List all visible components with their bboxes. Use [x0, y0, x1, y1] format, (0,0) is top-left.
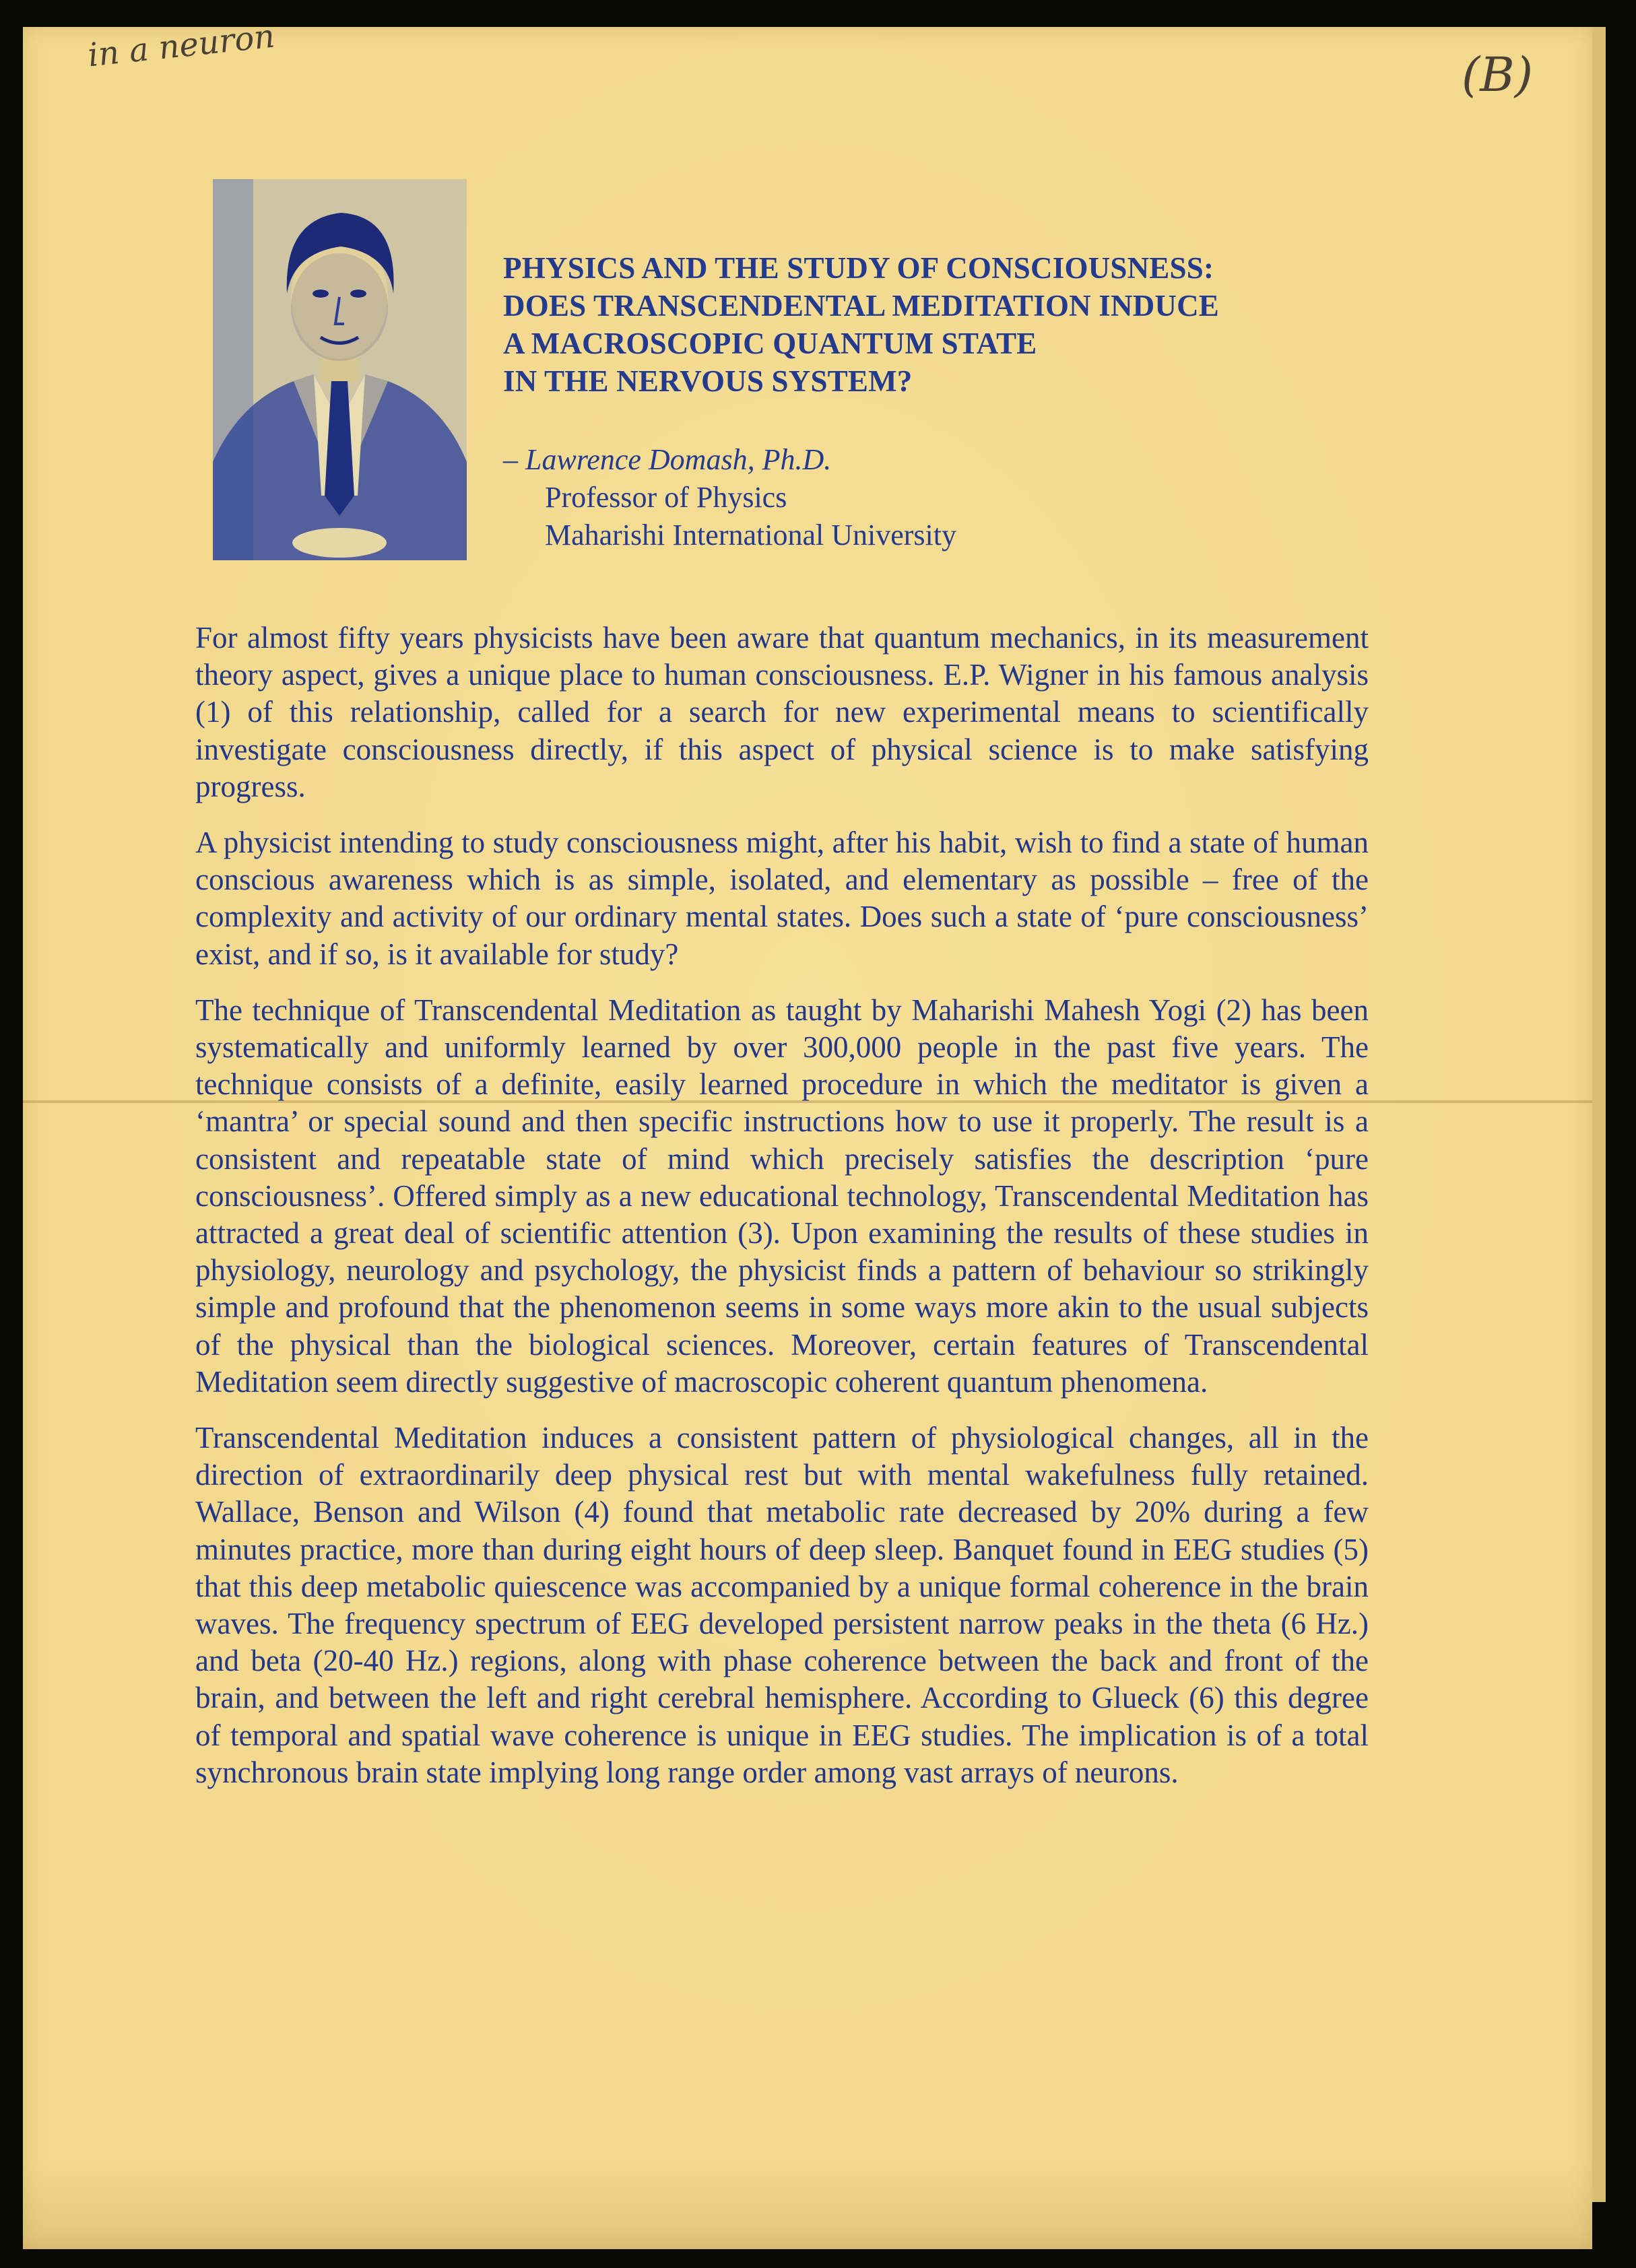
title-line: PHYSICS AND THE STUDY OF CONSCIOUSNESS:	[503, 251, 1214, 285]
body-paragraph: Transcendental Meditation induces a consistent pattern of physiological changes, all in the direction of extraordinarily deep physical rest but with mental wakefulness fully retained. Wallace, Benson and Wilson (4) found that metabolic rate decreased by 20% during a few minutes practice, more than during eight hours of deep sleep. Banquet found in EEG studies (5) that this deep metabolic quiescence was accompanied by a unique formal coherence in the brain waves. The frequency spectrum of EEG developed persistent narrow peaks in the theta (6 Hz.) and beta (20-40 Hz.) regions, along with phase coherence between the back and front of the brain, and between the left and right cerebral hemisphere. According to Glueck (6) this degree of temporal and spatial wave coherence is unique in EEG studies. The implication is of a total synchronous brain state implying long range order among vast arrays of neurons.	[195, 1421, 1369, 1789]
article-title	[503, 249, 1219, 400]
handwritten-page-mark: (B)	[1462, 47, 1534, 102]
body-paragraph: The technique of Transcendental Meditation as taught by Maharishi Mahesh Yogi (2) has been systematically and uniformly learned by over 300,000 people in the past five years. The technique consists of a definite, easily learned procedure in which the meditator is given a ‘mantra’ or special sound and then specific instructions how to use it properly. The result is a consistent and repeatable state of mind which precisely satisfies the description ‘pure consciousness’. Offered simply as a new educational technology, Transcendental Meditation has attracted a great deal of scientific attention (3). Upon examining the results of these studies in physiology, neurology and psychology, the physicist finds a pattern of behaviour so strikingly simple and profound that the phenomenon seems in some ways more akin to the usual subjects of the physical than the biological sciences. Moreover, certain features of Transcendental Meditation seem directly suggestive of macroscopic coherent quantum phenomena.	[195, 993, 1369, 1399]
author-institution: Maharishi International University	[545, 519, 956, 552]
author-block	[503, 441, 956, 554]
paper-edge	[1592, 27, 1606, 2202]
title-line: IN THE NERVOUS SYSTEM?	[503, 364, 913, 398]
title-line: A MACROSCOPIC QUANTUM STATE	[503, 327, 1037, 360]
article-body	[195, 620, 1369, 1810]
author-position: Professor of Physics	[545, 481, 787, 514]
author-name: – Lawrence Domash, Ph.D.	[503, 443, 832, 476]
portrait-photo-icon	[213, 179, 467, 560]
body-paragraph: A physicist intending to study consciousness might, after his habit, wish to find a state of human conscious awareness which is as simple, isolated, and elementary as possible – free of the complexity and activity of our ordinary mental states. Does such a state of ‘pure consciousness’ exist, and if so, is it available for study?	[195, 826, 1369, 971]
title-line: DOES TRANSCENDENTAL MEDITATION INDUCE	[503, 289, 1220, 323]
body-paragraph: For almost fifty years physicists have been aware that quantum mechanics, in its measurement theory aspect, gives a unique place to human consciousness. E.P. Wigner in his famous analysis (1) of this relationship, called for a search for new experimental means to scientifically investigate consciousness directly, if this aspect of physical science is to make satisfying progress.	[195, 621, 1369, 803]
author-portrait	[213, 179, 467, 560]
handwritten-note-top-left: in a neuron	[86, 17, 277, 75]
